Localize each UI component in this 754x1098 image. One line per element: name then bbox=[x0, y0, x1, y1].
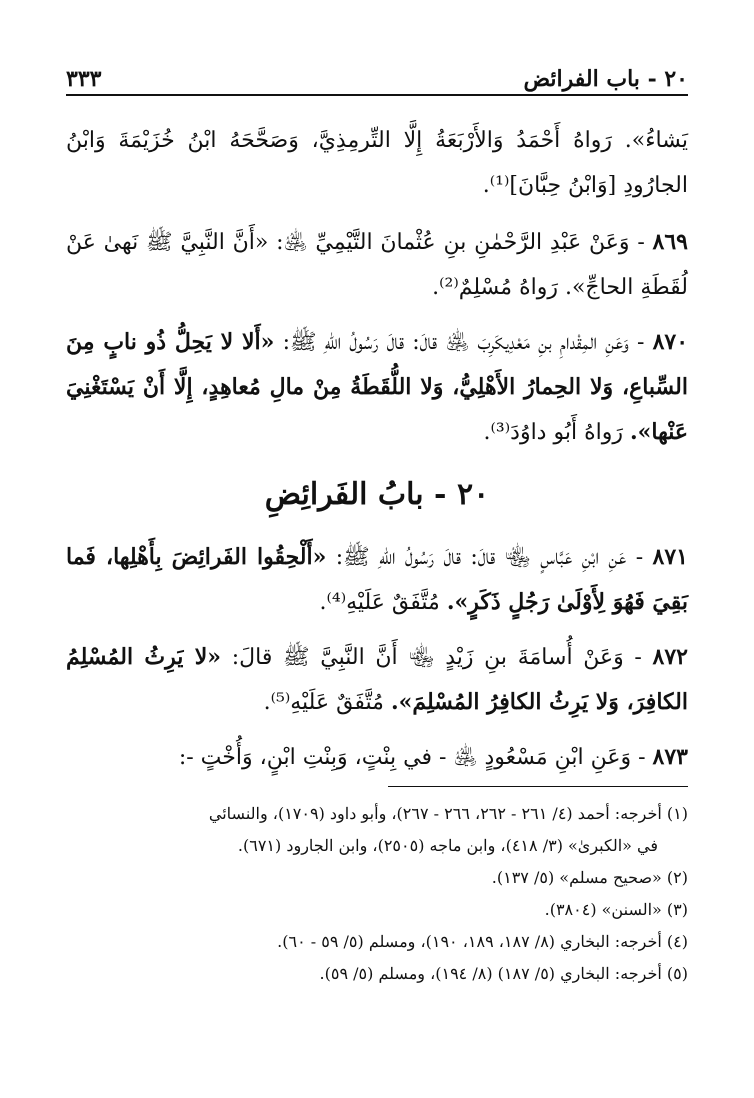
hadith-text: - وَعَنِ المِقْدامِ بنِ مَعْدِيكَرِبَ ﵁ قالَ: قالَ رَسُولُ اللهِ ﷺ: bbox=[282, 330, 645, 355]
hadith-871 bbox=[66, 535, 688, 625]
hadith-number: ٨٦٩ bbox=[652, 229, 688, 255]
hadith-number: ٨٧١ bbox=[652, 544, 688, 570]
paragraph-text: يَشاءُ». رَواهُ أَحْمَدُ وَالأَرْبَعَةُ إِلَّا التِّرمِذِيَّ، وَصَحَّحَهُ ابْنُ خُزَيْمَةَ وَابْنُ الجارُودِ [وَابْنُ حِبَّانَ]⁽¹⁾. bbox=[66, 128, 688, 198]
hadith-869 bbox=[66, 220, 688, 310]
page-number: ٣٣٣ bbox=[66, 66, 102, 92]
hadith-873 bbox=[66, 735, 688, 780]
paragraph-continuation bbox=[66, 118, 688, 208]
footnote-2: (٢) «صحيح مسلم» (٥/ ١٣٧). bbox=[491, 868, 688, 887]
hadith-matn: «أَلْحِقُوا الفَرائِضَ بِأَهْلِها، فَما بَقِيَ فَهُوَ لِأَوْلَىٰ رَجُلٍ ذَكَرٍ». bbox=[66, 544, 688, 615]
hadith-text: - وَعَنِ ابْنِ مَسْعُودٍ ﵁ - في بِنْتٍ، وَبِنْتِ ابْنٍ، وَأُخْتٍ -: bbox=[178, 745, 646, 770]
hadith-870 bbox=[66, 320, 688, 455]
hadith-number: ٨٧٠ bbox=[652, 329, 689, 355]
hadith-text: - وَعَنْ عَبْدِ الرَّحْمٰنِ بنِ عُثْمانَ التَّيْمِيِّ ﵁: «أَنَّ النَّبِيَّ ﷺ نَهىٰ عَنْ لُقَطَةِ الحاجِّ». رَواهُ مُسْلِمٌ⁽²⁾. bbox=[66, 230, 688, 300]
running-header-chapter: ٢٠ - باب الفرائض bbox=[523, 66, 688, 92]
hadith-number: ٨٧٢ bbox=[652, 644, 688, 670]
footnote-4: (٤) أخرجه: البخاري (٨/ ١٨٧، ١٨٩، ١٩٠)، ومسلم (٥/ ٥٩ - ٦٠). bbox=[277, 932, 688, 951]
footnote-1-continued: في «الكبرىٰ» (٣/ ٤١٨)، وابن ماجه (٢٥٠٥)، وابن الجارود (٦٧١). bbox=[237, 836, 658, 855]
hadith-source: مُتَّفَقٌ عَلَيْهِ⁽⁴⁾. bbox=[319, 590, 440, 615]
hadith-source: رَواهُ أَبُو داوُدَ⁽³⁾. bbox=[483, 420, 623, 445]
running-header bbox=[66, 58, 688, 92]
header-rule bbox=[66, 94, 688, 96]
hadith-source: مُتَّفَقٌ عَلَيْهِ⁽⁵⁾. bbox=[263, 690, 384, 715]
footnotes bbox=[66, 798, 688, 990]
hadith-text: - وَعَنْ أُسامَةَ بنِ زَيْدٍ ﵄ أَنَّ النَّبِيَّ ﷺ قالَ: bbox=[231, 645, 642, 670]
chapter-title: ٢٠ - بابُ الفَرائِضِ bbox=[264, 477, 490, 512]
body-text bbox=[66, 118, 688, 790]
hadith-text: - عَنِ ابْنِ عَبَّاسٍ ﵄ قالَ: قالَ رَسُولُ اللهِ ﷺ: bbox=[335, 545, 644, 570]
hadith-matn: «أَلا لا يَحِلُّ ذُو نابٍ مِنَ السِّباعِ، وَلا الحِمارُ الأَهْلِيُّ، وَلا اللُّقَطَةُ مِنْ مالِ مُعاهِدٍ، إِلَّا أَنْ يَسْتَغْنِيَ عَنْها». bbox=[66, 329, 688, 445]
footnote-3: (٣) «السنن» (٣٨٠٤). bbox=[544, 900, 688, 919]
footnote-5: (٥) أخرجه: البخاري (٥/ ١٨٧) (٨/ ١٩٤)، ومسلم (٥/ ٥٩). bbox=[319, 964, 688, 983]
footnote-rule bbox=[388, 786, 688, 787]
hadith-matn: «لا يَرِثُ المُسْلِمُ الكافِرَ، وَلا يَرِثُ الكافِرُ المُسْلِمَ». bbox=[66, 644, 688, 715]
footnote-1: (١) أخرجه: أحمد (٤/ ٢٦١ - ٢٦٢، ٢٦٦ - ٢٦٧)، وأبو داود (١٧٠٩)، والنسائي bbox=[208, 804, 688, 823]
hadith-number: ٨٧٣ bbox=[652, 744, 688, 770]
hadith-872 bbox=[66, 635, 688, 725]
